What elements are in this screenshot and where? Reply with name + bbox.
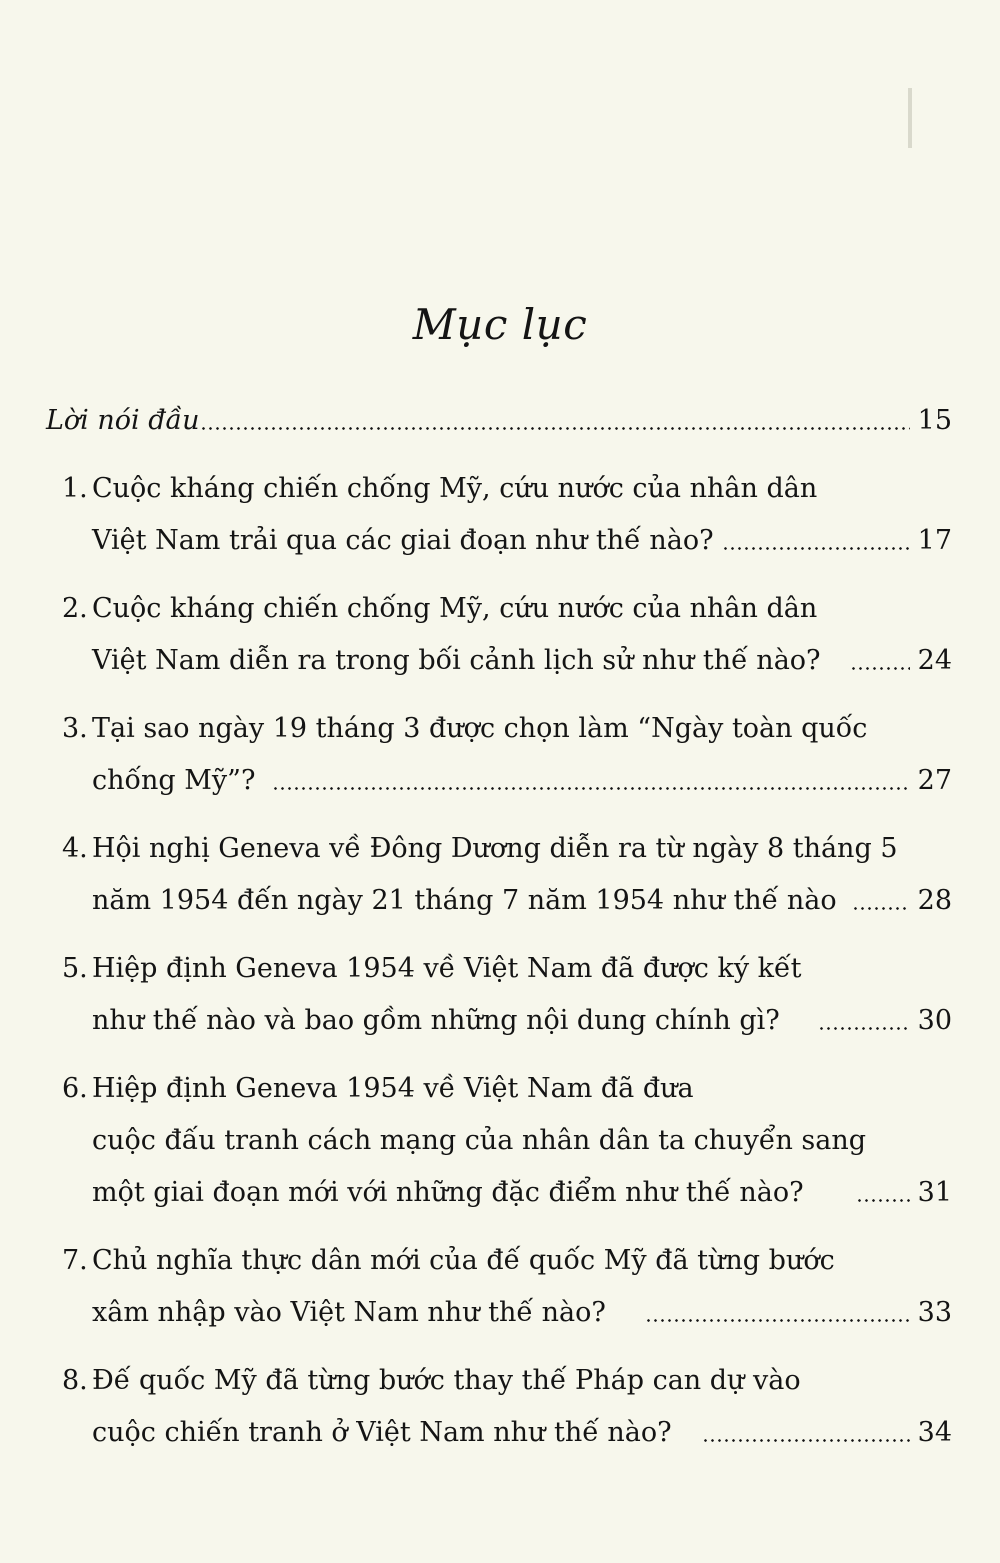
toc-entry-line: xâm nhập vào Việt Nam như thế nào? [92,1297,606,1328]
toc-entry-number: 1. [62,473,88,504]
toc-entry-line: Cuộc kháng chiến chống Mỹ, cứu nước của nhân dân [92,473,818,504]
toc-entry-line: Cuộc kháng chiến chống Mỹ, cứu nước của nhân dân [92,593,818,624]
dot-leader [722,514,910,568]
toc-entry-line: một giai đoạn mới với những đặc điểm như thế nào? [92,1177,804,1208]
dot-leader [852,874,910,928]
toc-entry-number: 5. [62,953,88,984]
toc-entry-line: cuộc đấu tranh cách mạng của nhân dân ta chuyển sang [92,1125,867,1156]
toc-page-number: 15 [917,405,952,436]
dot-leader [818,994,910,1048]
toc-entry-number: 2. [62,593,88,624]
dot-leader [645,1286,910,1340]
toc-entry-line: như thế nào và bao gồm những nội dung chính gì? [92,1005,780,1036]
toc-page-number: 17 [917,525,952,556]
toc-entry-line: Đế quốc Mỹ đã từng bước thay thế Pháp can dự vào [92,1365,801,1396]
toc-page-number: 33 [917,1297,952,1328]
toc-entry-number: 3. [62,713,88,744]
toc-entry-number: 4. [62,833,88,864]
toc-entry-line: chống Mỹ”? [92,765,256,796]
toc-entry-line: Hiệp định Geneva 1954 về Việt Nam đã đưa [92,1073,694,1104]
bleed-through-mark [908,88,912,148]
toc-page-number: 27 [917,765,952,796]
toc-entry-line: cuộc chiến tranh ở Việt Nam như thế nào? [92,1417,672,1448]
dot-leader [702,1406,910,1460]
toc-page-number: 24 [917,645,952,676]
dot-leader [200,394,910,448]
dot-leader [856,1166,910,1220]
toc-page-number: 34 [917,1417,952,1448]
page-title: Mục lục [412,300,588,349]
toc-entry-number: 6. [62,1073,88,1104]
toc-entry-number: 8. [62,1365,88,1396]
toc-entry-line: Tại sao ngày 19 tháng 3 được chọn làm “Ngày toàn quốc [92,713,868,744]
dot-leader [272,754,910,808]
toc-page-number: 28 [917,885,952,916]
dot-leader [850,634,910,688]
toc-entry-line: Việt Nam trải qua các giai đoạn như thế nào? [92,525,714,556]
toc-entry-line: Hội nghị Geneva về Đông Dương diễn ra từ ngày 8 tháng 5 [92,833,898,864]
toc-page-number: 31 [917,1177,952,1208]
toc-page-number: 30 [917,1005,952,1036]
toc-entry-number: 7. [62,1245,88,1276]
toc-entry-line: Hiệp định Geneva 1954 về Việt Nam đã được ký kết [92,953,802,984]
toc-entry-line: Chủ nghĩa thực dân mới của đế quốc Mỹ đã từng bước [92,1245,835,1276]
toc-entry-line: Việt Nam diễn ra trong bối cảnh lịch sử như thế nào? [92,645,821,676]
toc-entry-line: năm 1954 đến ngày 21 tháng 7 năm 1954 như thế nào [92,885,837,916]
toc-entry-label: Lời nói đầu [46,405,200,436]
